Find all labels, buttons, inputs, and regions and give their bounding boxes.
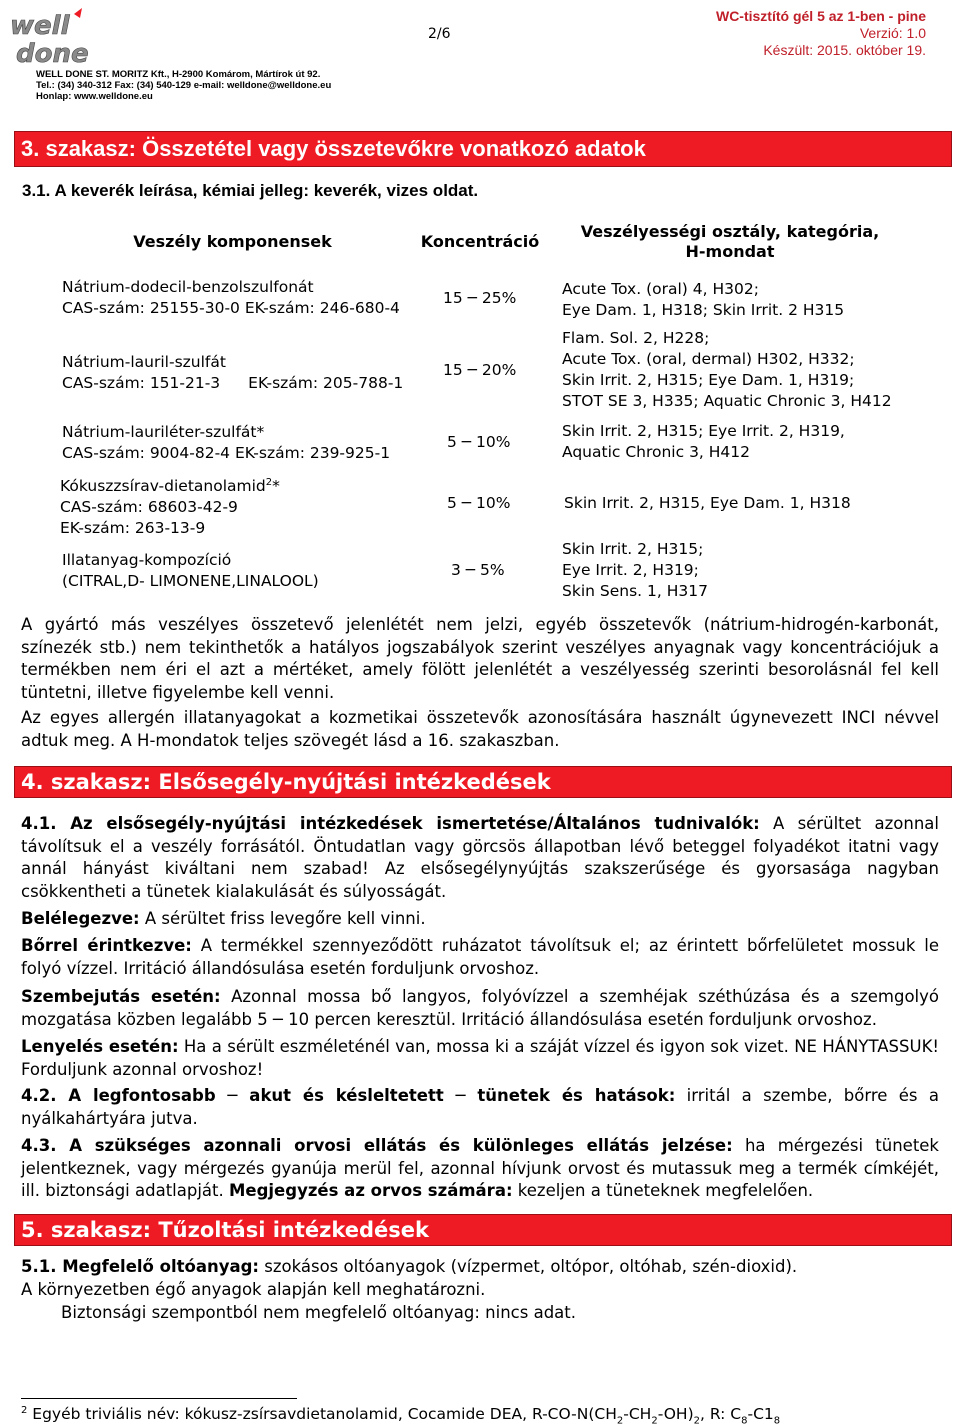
row3-concentration: 5 ─ 10% [447, 433, 511, 451]
product-name: WC-tisztító gél 5 az 1-ben - pine [715, 8, 926, 24]
first-aid-inhalation: Belélegezve: A sérültet friss levegőre kell vinni. [21, 909, 426, 928]
row4-component: Kókuszzsírav-dietanolamid$^2$* CAS-szám: 68603-42-9 EK-szám: 263-13-9 [60, 477, 280, 538]
section-4-1: 4.1. Az elsősegély-nyújtási intézkedések ismertetése/Általános tudnivalók: A sérültet azonnal távolítsuk el a veszély forrásától. Öntudatlan vagy görcsös állapotban lévő beteggel folyadékot itatni vagy annál hányást kiváltani nem szabad! Az elsősegélynyújtás szakszerűsége és gyorsasága nagyban csökkentheti a tünetek kialakulását és súlyosságát. [21, 814, 939, 901]
section-3-1: 3.1. A keverék leírása, kémiai jelleg: keverék, vizes oldat. [22, 181, 479, 200]
section-5-1-line2: A környezetben égő anyagok alapján kell meghatározni. [21, 1280, 486, 1299]
first-aid-ingestion: Lenyelés esetén: Ha a sérült eszméleténél van, mossa ki a száját vízzel és igyon sok vizet. NE HÁNYTASSUK! Forduljunk azonnal orvoshoz! [21, 1037, 939, 1079]
svg-text:done: done [16, 39, 88, 69]
first-aid-skin: Bőrrel érintkezve: A termékkel szennyeződött ruházatot távolítsuk el; az érintett bőrfelületet mossuk le folyó vízzel. Irritáció állandósulása esetén forduljunk orvoshoz. [21, 936, 939, 978]
note-inci: Az egyes allergén illatanyagokat a kozmetikai összetevők azonosítására használt úgynevezett INCI névvel adtuk meg. A H-mondatok teljes szövegét lásd a 16. szakaszban. [21, 708, 939, 750]
section-5-title: 5. szakasz: Tűzoltási intézkedések [14, 1214, 952, 1246]
section-4-3: 4.3. A szükséges azonnali orvosi ellátás és különleges ellátás jelzése: ha mérgezési tünetek jelentkeznek, vagy mérgezés gyanúja merül fel, azonnal hívjunk orvost és mutassuk meg a termék címkéjét, ill. biztonsági adatlapját. Megjegyzés az orvos számára: kezeljen a tüneteknek megfelelően. [21, 1136, 939, 1200]
col-header-hazard: Veszélyességi osztály, kategória, H-mondat [580, 222, 880, 261]
row4-concentration: 5 ─ 10% [447, 494, 511, 512]
company-logo [8, 6, 88, 70]
row2-hazard: Flam. Sol. 2, H228; Acute Tox. (oral, dermal) H302, H332; Skin Irrit. 2, H315; Eye Dam. 1, H319; STOT SE 3, H335; Aquatic Chronic 3, H412 [562, 329, 892, 410]
row5-component: Illatanyag-kompozíció (CITRAL,D- LIMONENE,LINALOOL) [62, 551, 319, 590]
row3-hazard: Skin Irrit. 2, H315; Eye Irrit. 2, H319, Aquatic Chronic 3, H412 [562, 422, 845, 461]
company-contact: Tel.: (34) 340-312 Fax: (34) 540-129 e-mail: welldone@welldone.eu [36, 80, 332, 91]
row4-hazard: Skin Irrit. 2, H315, Eye Dam. 1, H318 [564, 494, 851, 512]
col-header-components: Veszély komponensek [133, 232, 332, 251]
section-3-title: 3. szakasz: Összetétel vagy összetevőkre vonatkozó adatok [14, 131, 952, 167]
version: Verzió: 1.0 [859, 25, 926, 41]
footnote-divider [21, 1398, 297, 1399]
company-address: WELL DONE ST. MORITZ Kft., H-2900 Komárom, Mártírok út 92. [36, 69, 321, 80]
section-4-title: 4. szakasz: Elsősegély-nyújtási intézkedések [14, 766, 952, 798]
row3-component: Nátrium-lauriléter-szulfát* CAS-szám: 9004-82-4 EK-szám: 239-925-1 [62, 423, 391, 462]
row1-component: Nátrium-dodecil-benzolszulfonát CAS-szám: 25155-30-0 EK-szám: 246-680-4 [62, 278, 400, 317]
well-done-logo-icon [8, 6, 88, 70]
row2-concentration: 15 ─ 20% [443, 361, 517, 379]
row1-concentration: 15 ─ 25% [443, 289, 517, 307]
svg-text:well: well [10, 11, 70, 41]
company-website: Honlap: www.welldone.eu [36, 91, 153, 102]
row1-hazard: Acute Tox. (oral) 4, H302; Eye Dam. 1, H318; Skin Irrit. 2 H315 [562, 280, 845, 319]
row2-component: Nátrium-lauril-szulfát CAS-szám: 151-21-3 EK-szám: 205-788-1 [62, 353, 404, 392]
col-header-concentration: Koncentráció [420, 232, 540, 251]
section-4-2: 4.2. A legfontosabb ─ akut és késleltetett ─ tünetek és hatások: irritál a szembe, bőrre és a nyálkahártyára jutva. [21, 1086, 939, 1128]
row5-concentration: 3 ─ 5% [451, 561, 505, 579]
company-info [36, 69, 331, 102]
row5-hazard: Skin Irrit. 2, H315; Eye Irrit. 2, H319; Skin Sens. 1, H317 [562, 540, 708, 600]
section-5-1: 5.1. Megfelelő oltóanyag: szokásos oltóanyagok (vízpermet, oltópor, oltóhab, szén-dioxid). [21, 1257, 798, 1276]
first-aid-eye: Szembejutás esetén: Azonnal mossa bő langyos, folyóvízzel a szemhéjak széthúzása és a szemgolyó mozgatása közben legalább 5 ─ 10 percen keresztül. Irritáció állandósulása esetén forduljunk orvoshoz. [21, 987, 939, 1029]
prepared-date: Készült: 2015. október 19. [763, 42, 926, 58]
section-5-1-line3: Biztonsági szempontból nem megfelelő oltóanyag: nincs adat. [61, 1303, 577, 1322]
document-header [716, 8, 926, 59]
footnote: $^2$ Egyéb triviális név: kókusz-zsírsavdietanolamid, Cocamide DEA, $R-CO-N(CH_2-CH_2-OH)_2$, R: $C_8-C1_8$ [21, 1405, 781, 1427]
page-number: 2/6 [428, 26, 451, 42]
note-other-components: A gyártó más veszélyes összetevő jelenlétét nem jelzi, egyéb összetevők (nátrium-hidrogén-karbonát, színezék stb.) nem tekinthetők a hatályos jogszabályok szerint veszélyes anyagnak vagy koncentrációjuk a termékben nem éri el azt a mértéket, amely fölött jelenlétét a veszélyesség szerinti besorolásnál fel kell tüntetni, illetve figyelembe kell venni. [21, 615, 939, 702]
